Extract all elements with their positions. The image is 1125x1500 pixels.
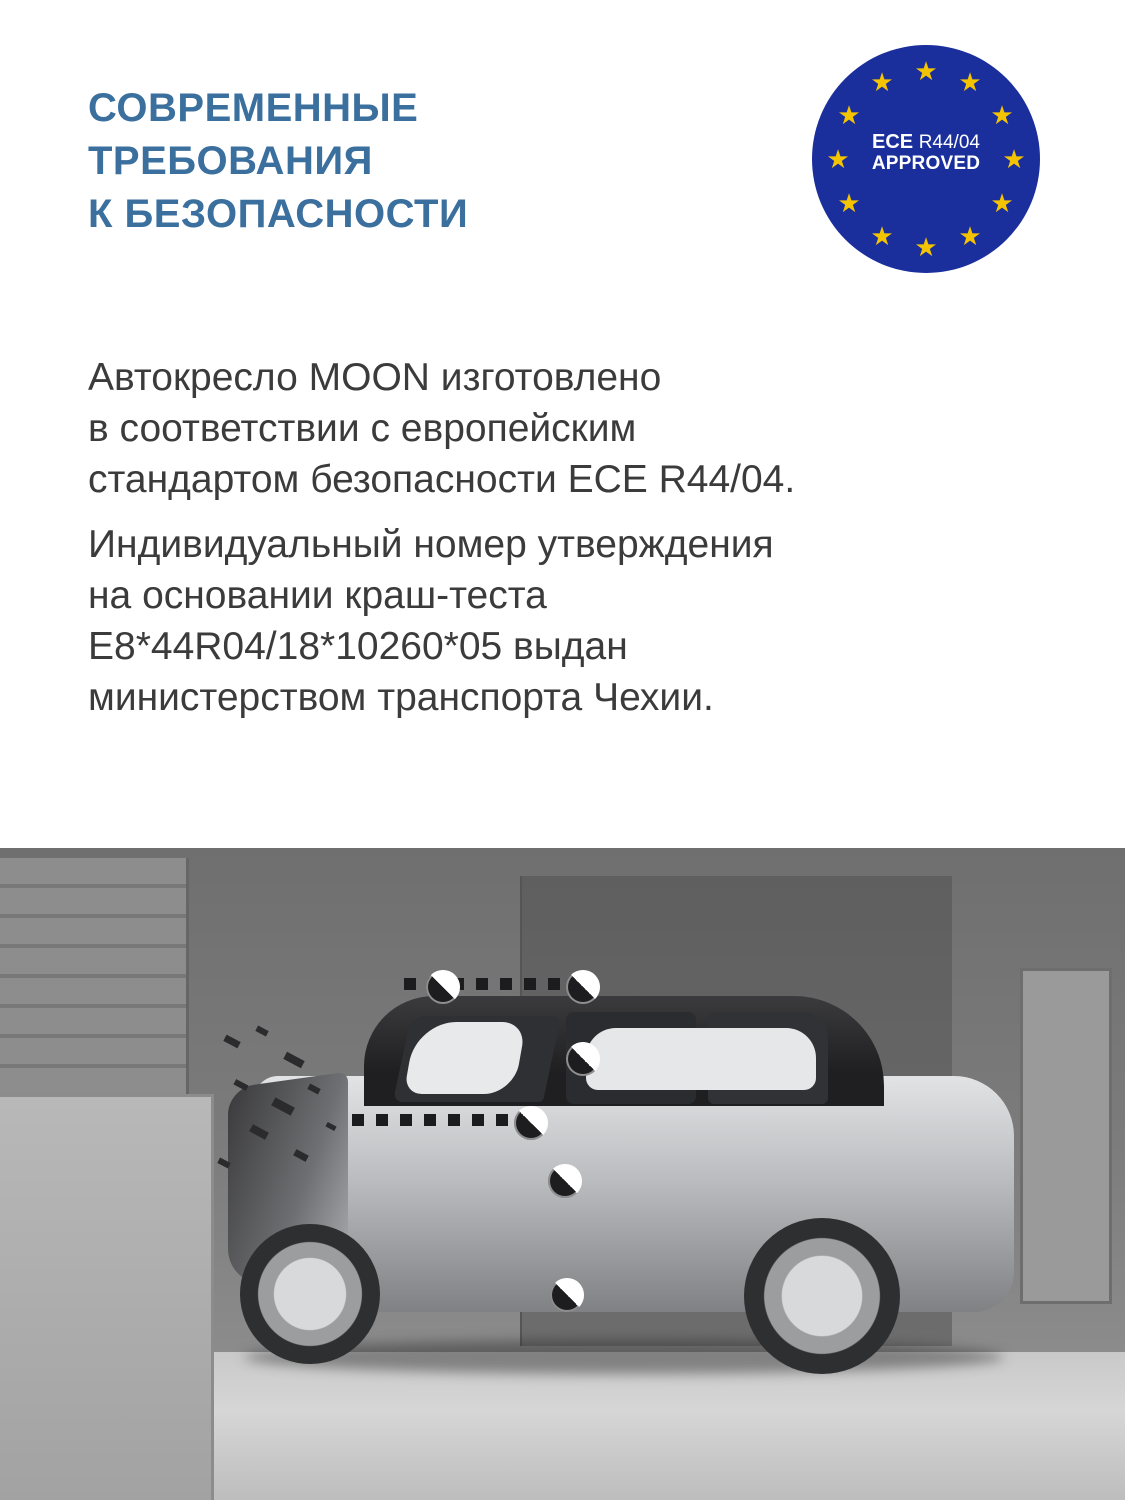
star-icon: ★ [958, 221, 982, 251]
page-title-line-3: К БЕЗОПАСНОСТИ [88, 191, 469, 236]
star-icon: ★ [870, 67, 894, 97]
paragraph-1-line-2: в соответствии с европейским [88, 407, 637, 451]
badge-status: APPROVED [871, 153, 981, 175]
crash-marker [550, 1278, 584, 1312]
crash-marker [548, 1164, 582, 1198]
page-title-line-2: ТРЕБОВАНИЯ [88, 138, 373, 183]
body-copy [88, 352, 1028, 724]
paragraph-2 [88, 519, 1028, 723]
paragraph-2-line-2: на основании краш-теста [88, 574, 547, 618]
star-icon: ★ [826, 144, 850, 174]
star-icon: ★ [1002, 144, 1026, 174]
crash-marker [566, 970, 600, 1004]
header [0, 0, 1125, 300]
crash-marker [566, 1042, 600, 1076]
star-icon: ★ [990, 188, 1014, 218]
curtain-airbag [586, 1028, 816, 1090]
paragraph-2-line-4: министерством транспорта Чехии. [88, 676, 714, 720]
star-icon: ★ [914, 232, 938, 262]
star-icon: ★ [914, 56, 938, 86]
paragraph-1-line-3: стандартом безопасности ECE R44/04. [88, 458, 796, 502]
star-icon: ★ [837, 100, 861, 130]
badge-code: ECE [872, 131, 914, 153]
crash-barrier [0, 1094, 214, 1500]
crash-marker [514, 1106, 548, 1140]
paragraph-1 [88, 352, 1028, 505]
debris-cloud [214, 1028, 364, 1198]
page-title [88, 82, 728, 240]
badge-standard: R44/04 [918, 132, 980, 153]
crash-marker [426, 970, 460, 1004]
rear-wheel [744, 1218, 900, 1374]
badge-text [852, 131, 1000, 175]
star-icon: ★ [870, 221, 894, 251]
star-icon: ★ [958, 67, 982, 97]
paragraph-2-line-1: Индивидуальный номер утверждения [88, 523, 774, 567]
page-title-line-1: СОВРЕМЕННЫЕ [88, 86, 419, 130]
measurement-tape-side [352, 1114, 522, 1126]
badge-code-line [852, 131, 1000, 153]
crash-test-car [214, 968, 1044, 1398]
paragraph-1-line-1: Автокресло MOON изготовлено [88, 356, 662, 399]
eu-approval-badge [812, 45, 1040, 273]
paragraph-2-line-3: E8*44R04/18*10260*05 выдан [88, 625, 628, 669]
star-icon: ★ [990, 100, 1014, 130]
crash-test-photo [0, 848, 1125, 1500]
star-icon: ★ [837, 188, 861, 218]
